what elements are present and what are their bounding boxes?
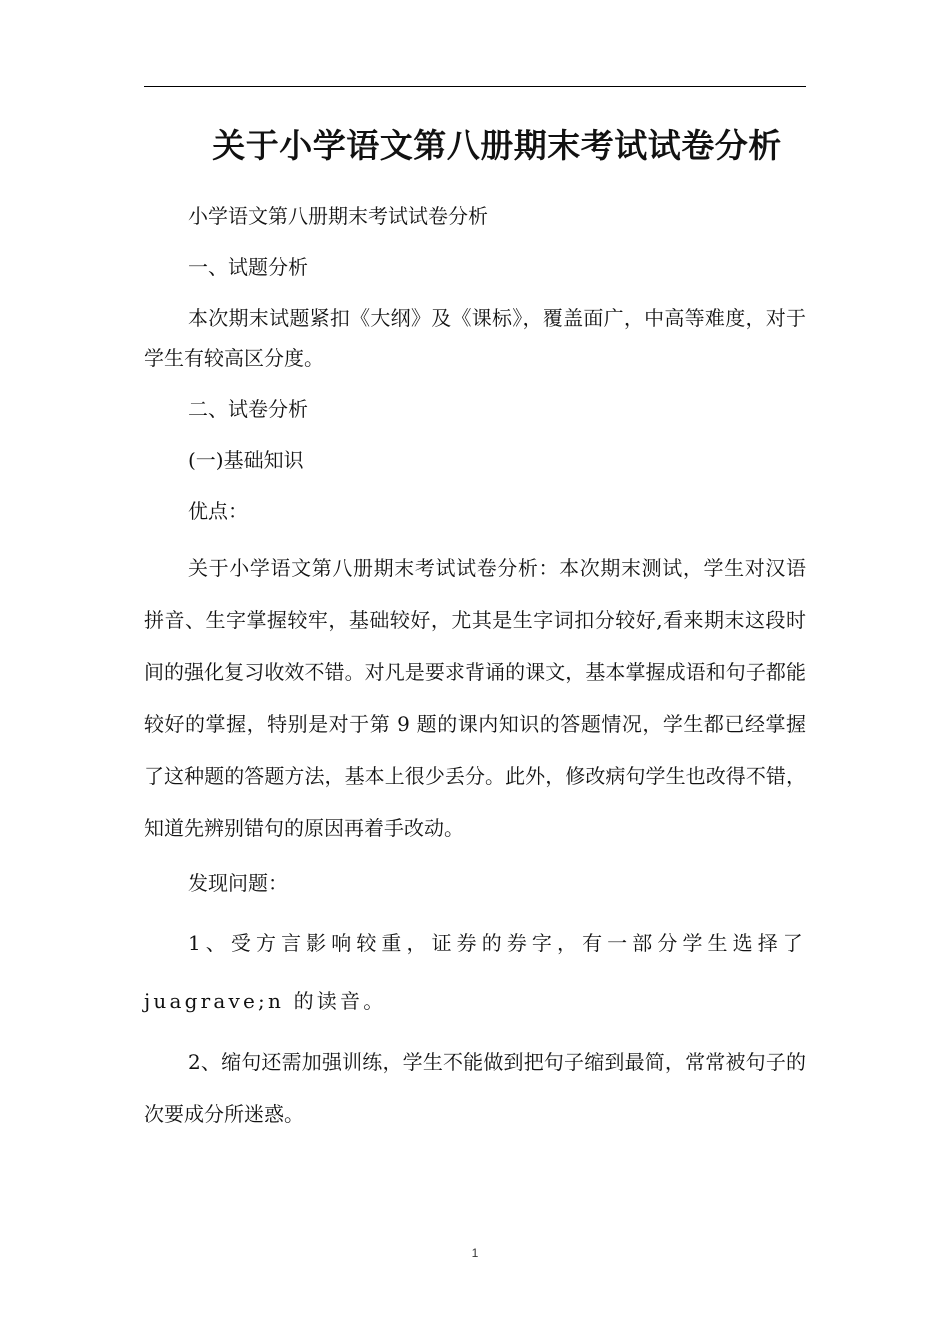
document-title: 关于小学语文第八册期末考试试卷分析 (212, 126, 782, 165)
problem-item: 1、受方言影响较重，证券的券字，有一部分学生选择了 juagrave;n 的读音。 (144, 931, 806, 1013)
body-paragraph: 关于小学语文第八册期末考试试卷分析：本次期末测试，学生对汉语拼音、生字掌握较牢，基础较好，尤其是生字词扣分较好,看来期末这段时间的强化复习收效不错。对凡是要求背诵的课文，基本掌握成语和句子都能较好的掌握，特别是对于第 9 题的课内知识的答题情况，学生都已经掌握了这种题的答题方法，基本上很少丢分。此外，修改病句学生也改得不错，知道先辨别错句的原因再着手改动。 (144, 556, 806, 840)
section-heading-paper-analysis: 二、试卷分析 (188, 397, 308, 421)
document-body (144, 196, 806, 1151)
strengths-label: 优点： (188, 499, 248, 523)
subtitle-paragraph: 小学语文第八册期末考试试卷分析 (188, 204, 488, 228)
header-rule (144, 86, 806, 87)
problem-item: 2、缩句还需加强训练，学生不能做到把句子缩到最简，常常被句子的次要成分所迷惑。 (144, 1050, 806, 1126)
section-heading-question-analysis: 一、试题分析 (188, 255, 308, 279)
body-paragraph: 本次期末试题紧扣《大纲》及《课标》，覆盖面广，中高等难度，对于学生有较高区分度。 (144, 306, 806, 370)
problems-label: 发现问题： (188, 871, 288, 895)
page-number: 1 (471, 1246, 479, 1260)
subsection-heading-basics: (一)基础知识 (188, 448, 304, 472)
